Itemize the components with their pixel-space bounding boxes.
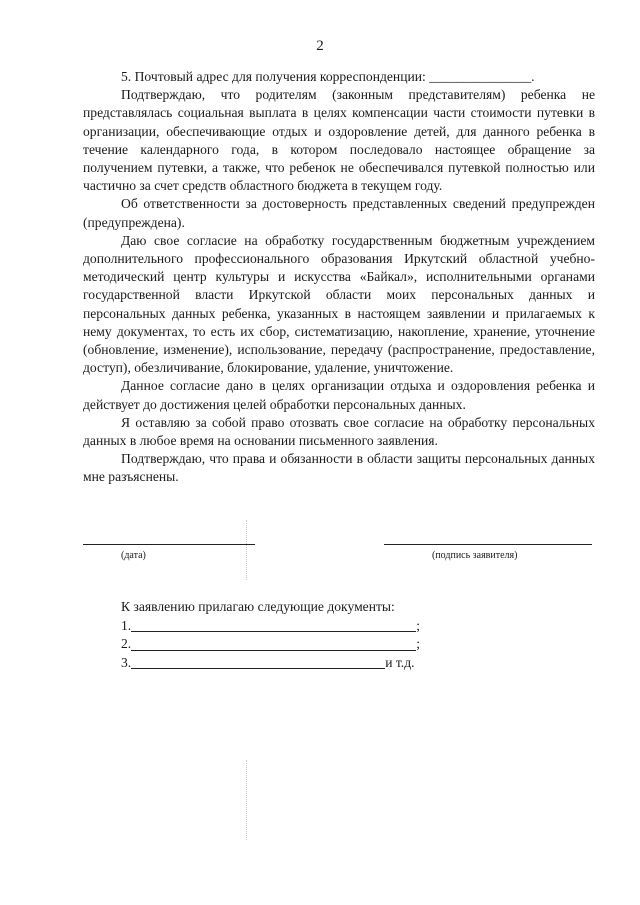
paragraph-responsibility: Об ответственности за достоверность представленных сведений предупрежден (предупреждена). — [83, 196, 595, 230]
page-number: 2 — [316, 38, 324, 54]
signature-row — [0, 544, 640, 574]
attachment-suffix: ; — [416, 636, 420, 651]
date-field-line[interactable] — [83, 544, 255, 545]
attachment-item — [121, 635, 420, 654]
paragraph-consent-purpose: Данное согласие дано в целях организации отдыха и оздоровления ребенка и действует до достижения целей обработки персональных данных. — [83, 378, 595, 412]
paragraph-consent: Даю свое согласие на обработку государственным бюджетным учреждением дополнительного профессионального образования Иркутский областной учебно-методический центр культуры и искусства «Байкал», исполнительными органами государственной власти Иркутской области моих персональных данных и персональных данных ребенка, указанных в настоящем заявлении и прилагаемых к нему документах, то есть их сбор, систематизацию, накопление, хранение, уточнение (обновление, изменение), использование, передачу (распространение, предоставление, доступ), обезличивание, блокирование, удаление, уничтожение. — [83, 232, 595, 376]
attachment-number: 1. — [121, 617, 132, 633]
paragraph-revoke-right: Я оставляю за собой право отозвать свое согласие на обработку персональных данных в любое время на основании письменного заявления. — [83, 414, 595, 449]
paragraph-confirmation: Подтверждаю, что родителям (законным представителям) ребенка не представлялась социальная выплата в целях компенсации части стоимости путевки в организации, обеспечивающие отдых и оздоровление детей, для данного ребенка в течение календарного года, в котором последовало настоящее обращение за получением путевки, а также, что ребенок не обеспечивался путевкой полностью или частично за счет средств областного бюджета в текущем году. — [83, 87, 595, 194]
attachment-number: 2. — [121, 636, 132, 651]
paragraph-rights-explained: Подтверждаю, что права и обязанности в области защиты персональных данных мне разъяснены. — [83, 451, 595, 485]
attachment-number: 3. — [121, 654, 132, 670]
attachments-section — [121, 598, 420, 672]
date-caption: (дата) — [121, 550, 146, 561]
scan-artifact — [246, 760, 249, 840]
paragraph-postal-address: 5. Почтовый адрес для получения корреспонденции: _______________. — [121, 69, 535, 84]
attachment-field-line[interactable] — [131, 637, 416, 651]
attachment-field-line[interactable] — [131, 655, 385, 669]
document-body — [83, 68, 595, 487]
attachment-field-line[interactable] — [131, 618, 416, 632]
signature-field-line[interactable] — [384, 544, 592, 545]
attachment-suffix: ; — [416, 617, 420, 633]
attachment-item — [121, 654, 420, 673]
signature-caption: (подпись заявителя) — [432, 550, 518, 561]
attachment-suffix: и т.д. — [385, 654, 415, 670]
attachments-heading: К заявлению прилагаю следующие документы: — [121, 599, 395, 614]
attachment-item — [121, 617, 420, 636]
scan-artifact — [246, 520, 249, 580]
